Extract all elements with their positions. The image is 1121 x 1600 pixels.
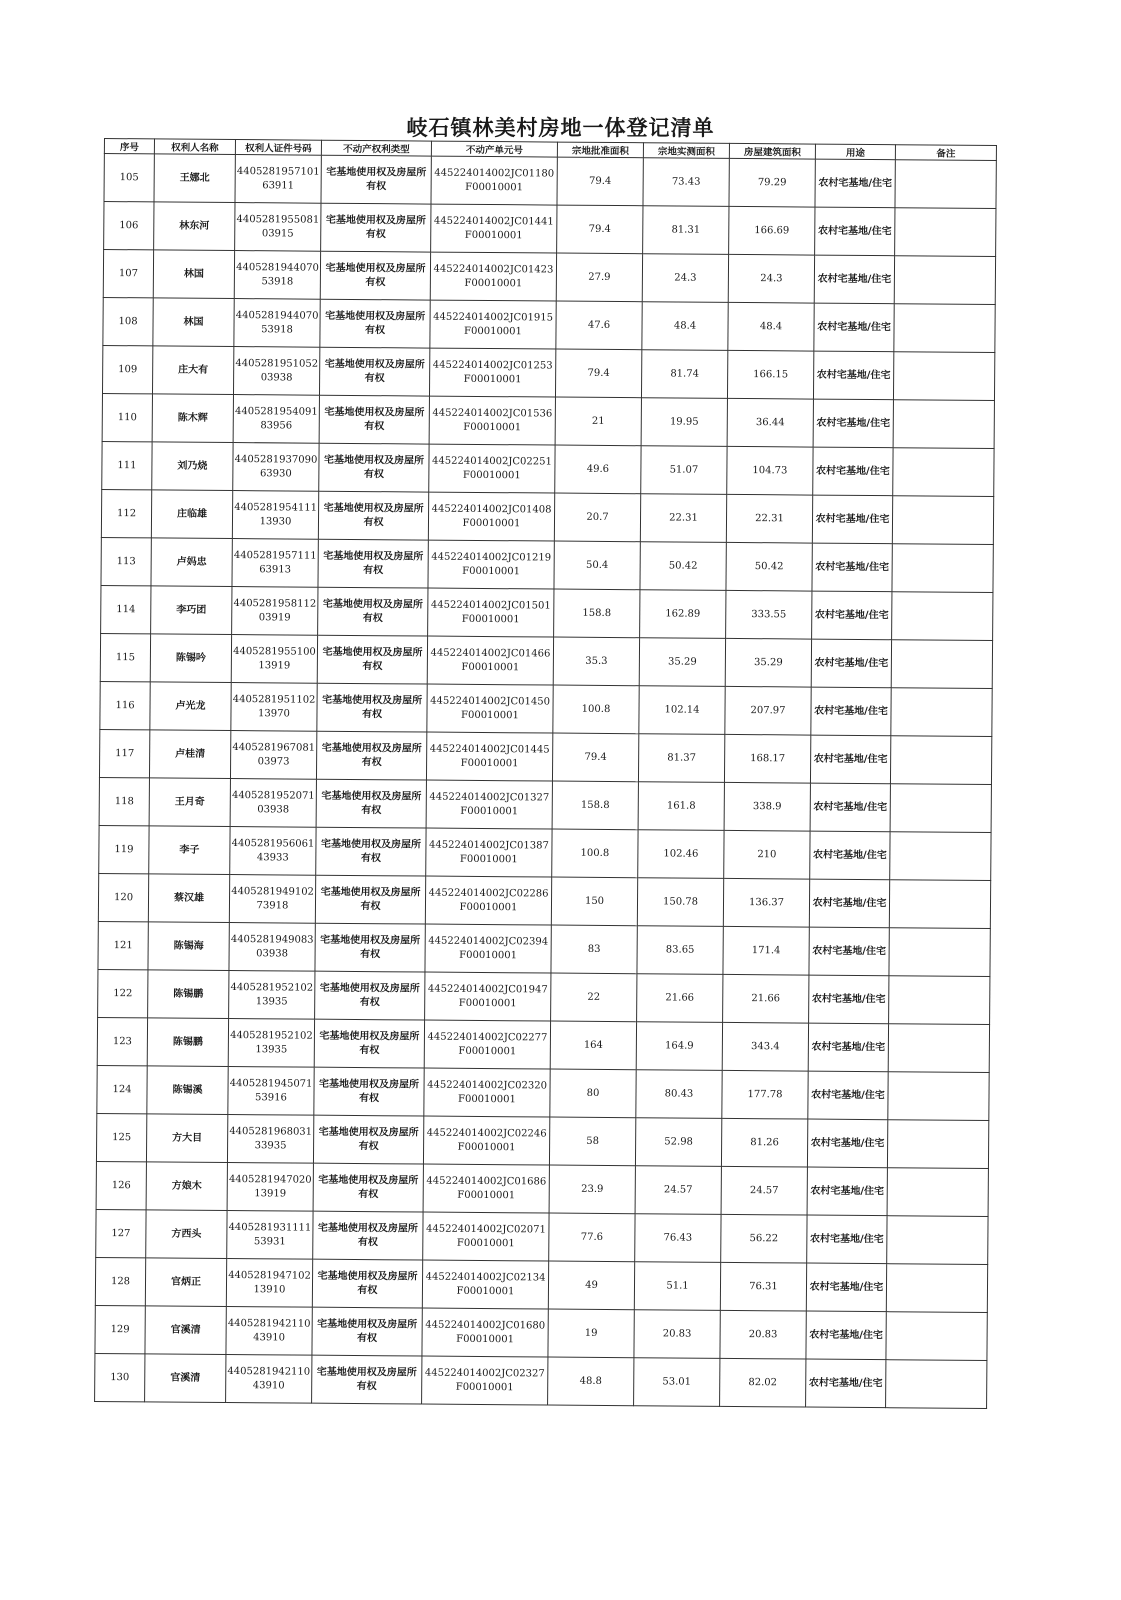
cell-seq: 111: [102, 441, 152, 489]
cell-use: 农村宅基地/住宅: [812, 591, 892, 640]
cell-right-type: 宅基地使用权及房屋所有权: [314, 1067, 424, 1116]
cell-approved-area: 21: [555, 397, 641, 446]
cell-unit-number: 445224014002JC01450F00010001: [427, 684, 553, 733]
cell-use: 农村宅基地/住宅: [812, 543, 892, 592]
cell-seq: 112: [101, 489, 151, 537]
cell-name: 卢桂清: [149, 730, 230, 779]
cell-name: 官溪清: [145, 1306, 226, 1355]
table-row: [96, 1113, 988, 1168]
cell-approved-area: 164: [550, 1021, 636, 1070]
cell-measured-area: 51.1: [634, 1262, 720, 1311]
cell-unit-number: 445224014002JC02286F00010001: [425, 876, 551, 925]
cell-right-type: 宅基地使用权及房屋所有权: [321, 203, 431, 252]
cell-use: 农村宅基地/住宅: [806, 1311, 886, 1360]
cell-measured-area: 21.66: [637, 974, 723, 1023]
table-row: [95, 1305, 987, 1360]
cell-name: 王月奇: [149, 778, 230, 827]
cell-building-area: 81.26: [721, 1118, 807, 1167]
cell-seq: 124: [97, 1065, 147, 1113]
cell-id-number: 440528195606143933: [230, 827, 316, 876]
cell-id-number: 440528195105203938: [233, 347, 319, 396]
cell-seq: 118: [99, 777, 149, 825]
cell-use: 农村宅基地/住宅: [808, 1071, 888, 1120]
cell-remark: [895, 208, 996, 257]
cell-remark: [893, 400, 994, 449]
cell-building-area: 136.37: [723, 878, 809, 927]
cell-id-number: 440528194407053918: [234, 299, 320, 348]
cell-approved-area: 49.6: [555, 445, 641, 494]
header-seq: 序号: [104, 139, 154, 154]
cell-measured-area: 20.83: [634, 1310, 720, 1359]
cell-remark: [888, 1024, 989, 1073]
cell-use: 农村宅基地/住宅: [806, 1359, 886, 1408]
cell-approved-area: 58: [549, 1117, 635, 1166]
cell-use: 农村宅基地/住宅: [814, 255, 894, 304]
cell-building-area: 177.78: [722, 1070, 808, 1119]
cell-remark: [886, 1312, 987, 1361]
cell-remark: [893, 352, 994, 401]
cell-remark: [891, 640, 992, 689]
cell-seq: 125: [96, 1113, 146, 1161]
table-row: [103, 250, 995, 305]
cell-measured-area: 80.43: [636, 1070, 722, 1119]
cell-remark: [888, 1072, 989, 1121]
cell-use: 农村宅基地/住宅: [812, 495, 892, 544]
cell-measured-area: 150.78: [637, 878, 723, 927]
cell-remark: [886, 1360, 987, 1409]
cell-unit-number: 445224014002JC02394F00010001: [425, 924, 551, 973]
cell-right-type: 宅基地使用权及房屋所有权: [318, 491, 428, 540]
cell-id-number: 440528194211043910: [226, 1354, 312, 1403]
cell-measured-area: 164.9: [636, 1022, 722, 1071]
cell-name: 李子: [149, 826, 230, 875]
cell-seq: 109: [102, 345, 152, 393]
cell-unit-number: 445224014002JC02134F00010001: [422, 1260, 548, 1309]
cell-id-number: 440528195110213970: [231, 683, 317, 732]
cell-unit-number: 445224014002JC01253F00010001: [429, 348, 555, 397]
cell-unit-number: 445224014002JC02327F00010001: [422, 1356, 548, 1405]
cell-measured-area: 19.95: [641, 398, 727, 447]
cell-name: 方娘木: [146, 1162, 227, 1211]
cell-unit-number: 445224014002JC02277F00010001: [424, 1020, 550, 1069]
header-unit-number: 不动产单元号: [431, 141, 557, 157]
cell-remark: [891, 688, 992, 737]
cell-right-type: 宅基地使用权及房屋所有权: [312, 1307, 422, 1356]
cell-approved-area: 77.6: [549, 1213, 635, 1262]
cell-unit-number: 445224014002JC01327F00010001: [426, 780, 552, 829]
cell-right-type: 宅基地使用权及房屋所有权: [318, 539, 428, 588]
cell-remark: [890, 832, 991, 881]
cell-unit-number: 445224014002JC02071F00010001: [423, 1212, 549, 1261]
cell-id-number: 440528193709063930: [233, 443, 319, 492]
table-row: [95, 1257, 987, 1312]
table-row: [99, 825, 991, 880]
cell-unit-number: 445224014002JC01915F00010001: [430, 300, 556, 349]
cell-right-type: 宅基地使用权及房屋所有权: [319, 395, 429, 444]
cell-unit-number: 445224014002JC01219F00010001: [428, 540, 554, 589]
cell-use: 农村宅基地/住宅: [813, 399, 893, 448]
cell-id-number: 440528195411113930: [232, 491, 318, 540]
cell-unit-number: 445224014002JC01423F00010001: [430, 252, 556, 301]
table-row: [99, 777, 991, 832]
header-building-area: 房屋建筑面积: [729, 143, 815, 159]
header-measured-area: 宗地实测面积: [643, 143, 729, 159]
cell-use: 农村宅基地/住宅: [815, 159, 895, 208]
cell-right-type: 宅基地使用权及房屋所有权: [314, 1019, 424, 1068]
cell-measured-area: 76.43: [635, 1214, 721, 1263]
cell-building-area: 207.97: [725, 686, 811, 735]
cell-approved-area: 20.7: [554, 493, 640, 542]
cell-remark: [893, 448, 994, 497]
cell-approved-area: 79.4: [555, 349, 641, 398]
cell-approved-area: 100.8: [553, 685, 639, 734]
cell-name: 卢光龙: [150, 682, 231, 731]
cell-seq: 119: [99, 825, 149, 873]
cell-remark: [889, 880, 990, 929]
cell-name: 王娜北: [154, 154, 235, 203]
cell-measured-area: 73.43: [643, 158, 729, 207]
registration-table: [94, 138, 997, 1409]
cell-name: 李巧团: [151, 586, 232, 635]
cell-building-area: 79.29: [729, 158, 815, 207]
cell-use: 农村宅基地/住宅: [813, 447, 893, 496]
cell-name: 庄临雄: [151, 490, 232, 539]
cell-approved-area: 83: [551, 925, 637, 974]
cell-approved-area: 158.8: [552, 781, 638, 830]
table-row: [102, 393, 994, 448]
table-row: [96, 1161, 988, 1216]
cell-unit-number: 445224014002JC01445F00010001: [426, 732, 552, 781]
header-right-type: 不动产权利类型: [321, 140, 431, 156]
cell-right-type: 宅基地使用权及房屋所有权: [312, 1355, 422, 1404]
cell-id-number: 440528195210213935: [228, 1019, 314, 1068]
cell-right-type: 宅基地使用权及房屋所有权: [319, 443, 429, 492]
cell-right-type: 宅基地使用权及房屋所有权: [315, 971, 425, 1020]
cell-name: 官溪清: [145, 1354, 226, 1403]
cell-name: 庄大有: [152, 346, 233, 395]
cell-building-area: 48.4: [728, 302, 814, 351]
cell-right-type: 宅基地使用权及房屋所有权: [319, 347, 429, 396]
cell-measured-area: 162.89: [640, 590, 726, 639]
cell-right-type: 宅基地使用权及房屋所有权: [316, 731, 426, 780]
table-row: [103, 297, 995, 352]
cell-remark: [894, 256, 995, 305]
cell-remark: [890, 784, 991, 833]
cell-remark: [887, 1120, 988, 1169]
header-use: 用途: [815, 144, 895, 160]
cell-approved-area: 80: [550, 1069, 636, 1118]
cell-use: 农村宅基地/住宅: [809, 879, 889, 928]
cell-name: 林国: [153, 298, 234, 347]
cell-use: 农村宅基地/住宅: [809, 975, 889, 1024]
cell-seq: 126: [96, 1161, 146, 1209]
table-row: [102, 345, 994, 400]
cell-measured-area: 102.46: [638, 830, 724, 879]
cell-unit-number: 445224014002JC01501F00010001: [428, 588, 554, 637]
cell-name: 方大目: [146, 1114, 227, 1163]
cell-id-number: 440528195210213935: [229, 971, 315, 1020]
cell-name: 陈锡鹏: [148, 970, 229, 1019]
table-row: [101, 489, 993, 544]
cell-seq: 130: [95, 1353, 145, 1401]
cell-use: 农村宅基地/住宅: [810, 831, 890, 880]
cell-measured-area: 102.14: [639, 686, 725, 735]
cell-building-area: 24.57: [721, 1166, 807, 1215]
cell-use: 农村宅基地/住宅: [809, 927, 889, 976]
cell-unit-number: 445224014002JC01387F00010001: [426, 828, 552, 877]
cell-approved-area: 79.4: [557, 157, 643, 206]
cell-id-number: 440528195510013919: [231, 635, 317, 684]
cell-approved-area: 49: [548, 1261, 634, 1310]
cell-name: 方西头: [146, 1210, 227, 1259]
cell-seq: 108: [103, 297, 153, 345]
table-row: [102, 441, 994, 496]
cell-seq: 115: [100, 633, 150, 681]
cell-approved-area: 79.4: [552, 733, 638, 782]
cell-remark: [892, 592, 993, 641]
cell-name: 陈锡海: [148, 922, 229, 971]
cell-building-area: 166.69: [729, 206, 815, 255]
cell-building-area: 168.17: [724, 734, 810, 783]
cell-approved-area: 100.8: [552, 829, 638, 878]
cell-id-number: 440528194702013919: [227, 1163, 313, 1212]
table-row: [101, 585, 993, 640]
cell-measured-area: 52.98: [635, 1118, 721, 1167]
cell-remark: [892, 544, 993, 593]
cell-name: 刘乃烧: [152, 442, 233, 491]
cell-remark: [887, 1168, 988, 1217]
cell-building-area: 171.4: [723, 926, 809, 975]
table-row: [104, 154, 996, 209]
cell-id-number: 440528194710213910: [226, 1258, 312, 1307]
cell-measured-area: 81.37: [638, 734, 724, 783]
cell-right-type: 宅基地使用权及房屋所有权: [321, 155, 431, 204]
table-row: [96, 1209, 988, 1264]
cell-id-number: 440528195409183956: [233, 395, 319, 444]
cell-building-area: 82.02: [720, 1358, 806, 1407]
cell-approved-area: 79.4: [557, 205, 643, 254]
cell-use: 农村宅基地/住宅: [811, 639, 891, 688]
cell-remark: [892, 496, 993, 545]
cell-approved-area: 27.9: [556, 253, 642, 302]
cell-remark: [889, 976, 990, 1025]
cell-id-number: 440528195207103938: [230, 779, 316, 828]
page-title: 岐石镇林美村房地一体登记清单: [406, 116, 715, 140]
cell-name: 蔡汉雄: [148, 874, 229, 923]
cell-right-type: 宅基地使用权及房屋所有权: [317, 683, 427, 732]
cell-building-area: 338.9: [724, 782, 810, 831]
cell-unit-number: 445224014002JC01686F00010001: [423, 1164, 549, 1213]
cell-use: 农村宅基地/住宅: [808, 1023, 888, 1072]
table-row: [98, 921, 990, 976]
table-row: [98, 873, 990, 928]
cell-measured-area: 81.31: [643, 206, 729, 255]
cell-use: 农村宅基地/住宅: [807, 1215, 887, 1264]
cell-remark: [890, 736, 991, 785]
cell-measured-area: 53.01: [634, 1358, 720, 1407]
cell-seq: 127: [96, 1209, 146, 1257]
cell-seq: 107: [103, 250, 153, 298]
cell-measured-area: 22.31: [640, 494, 726, 543]
cell-approved-area: 23.9: [549, 1165, 635, 1214]
cell-right-type: 宅基地使用权及房屋所有权: [313, 1211, 423, 1260]
table-row: [98, 969, 990, 1024]
cell-seq: 121: [98, 921, 148, 969]
header-name: 权利人名称: [154, 139, 235, 155]
cell-unit-number: 445224014002JC02251F00010001: [429, 444, 555, 493]
cell-use: 农村宅基地/住宅: [807, 1167, 887, 1216]
cell-unit-number: 445224014002JC01680F00010001: [422, 1308, 548, 1357]
cell-id-number: 440528194910273918: [229, 875, 315, 924]
table-row: [101, 537, 993, 592]
cell-remark: [887, 1216, 988, 1265]
cell-unit-number: 445224014002JC02320F00010001: [424, 1068, 550, 1117]
cell-seq: 116: [100, 681, 150, 729]
cell-remark: [889, 928, 990, 977]
cell-id-number: 440528195710163911: [235, 155, 321, 204]
table-row: [99, 729, 991, 784]
cell-id-number: 440528196708103973: [230, 731, 316, 780]
cell-name: 陈锡鹏: [147, 1018, 228, 1067]
cell-right-type: 宅基地使用权及房屋所有权: [313, 1163, 423, 1212]
cell-measured-area: 24.3: [642, 254, 728, 303]
cell-unit-number: 445224014002JC01947F00010001: [425, 972, 551, 1021]
cell-right-type: 宅基地使用权及房屋所有权: [316, 827, 426, 876]
cell-id-number: 440528195711163913: [232, 539, 318, 588]
cell-name: 官炳正: [145, 1258, 226, 1307]
table-row: [100, 633, 992, 688]
header-remark: 备注: [895, 145, 996, 161]
cell-use: 农村宅基地/住宅: [815, 207, 895, 256]
cell-right-type: 宅基地使用权及房屋所有权: [316, 779, 426, 828]
cell-building-area: 76.31: [720, 1262, 806, 1311]
cell-approved-area: 22: [551, 973, 637, 1022]
table-row: [95, 1353, 987, 1408]
cell-use: 农村宅基地/住宅: [807, 1119, 887, 1168]
cell-approved-area: 150: [551, 877, 637, 926]
cell-seq: 117: [99, 729, 149, 777]
cell-measured-area: 35.29: [639, 638, 725, 687]
cell-seq: 120: [98, 873, 148, 921]
cell-unit-number: 445224014002JC01408F00010001: [428, 492, 554, 541]
cell-building-area: 50.42: [726, 542, 812, 591]
cell-approved-area: 47.6: [556, 301, 642, 350]
cell-building-area: 210: [724, 830, 810, 879]
cell-seq: 114: [101, 585, 151, 633]
cell-right-type: 宅基地使用权及房屋所有权: [312, 1259, 422, 1308]
cell-measured-area: 24.57: [635, 1166, 721, 1215]
cell-unit-number: 445224014002JC01536F00010001: [429, 396, 555, 445]
cell-building-area: 24.3: [728, 254, 814, 303]
cell-approved-area: 50.4: [554, 541, 640, 590]
cell-seq: 128: [95, 1257, 145, 1305]
table-row: [97, 1017, 989, 1072]
cell-right-type: 宅基地使用权及房屋所有权: [315, 923, 425, 972]
cell-building-area: 22.31: [726, 494, 812, 543]
cell-id-number: 440528194211043910: [226, 1306, 312, 1355]
cell-seq: 129: [95, 1305, 145, 1353]
cell-remark: [895, 160, 996, 209]
cell-seq: 106: [104, 202, 154, 250]
cell-measured-area: 51.07: [641, 446, 727, 495]
cell-use: 农村宅基地/住宅: [810, 735, 890, 784]
cell-measured-area: 161.8: [638, 782, 724, 831]
cell-use: 农村宅基地/住宅: [813, 351, 893, 400]
cell-id-number: 440528194507153916: [228, 1067, 314, 1116]
cell-approved-area: 19: [548, 1309, 634, 1358]
cell-right-type: 宅基地使用权及房屋所有权: [318, 587, 428, 636]
cell-seq: 110: [102, 393, 152, 441]
cell-use: 农村宅基地/住宅: [810, 783, 890, 832]
cell-seq: 105: [104, 154, 154, 202]
cell-use: 农村宅基地/住宅: [811, 687, 891, 736]
cell-name: 陈锡吟: [150, 634, 231, 683]
cell-measured-area: 50.42: [640, 542, 726, 591]
cell-right-type: 宅基地使用权及房屋所有权: [320, 299, 430, 348]
cell-name: 林东河: [154, 202, 235, 251]
cell-use: 农村宅基地/住宅: [814, 303, 894, 352]
cell-approved-area: 48.8: [548, 1357, 634, 1406]
cell-approved-area: 158.8: [554, 589, 640, 638]
cell-name: 陈锡溪: [147, 1066, 228, 1115]
cell-remark: [894, 304, 995, 353]
cell-right-type: 宅基地使用权及房屋所有权: [315, 875, 425, 924]
cell-id-number: 440528196803133935: [227, 1115, 313, 1164]
cell-measured-area: 48.4: [642, 302, 728, 351]
cell-building-area: 56.22: [721, 1214, 807, 1263]
cell-right-type: 宅基地使用权及房屋所有权: [313, 1115, 423, 1164]
cell-unit-number: 445224014002JC01441F00010001: [431, 204, 557, 253]
cell-unit-number: 445224014002JC02246F00010001: [423, 1116, 549, 1165]
cell-seq: 113: [101, 537, 151, 585]
cell-unit-number: 445224014002JC01466F00010001: [427, 636, 553, 685]
cell-measured-area: 83.65: [637, 926, 723, 975]
cell-id-number: 440528195811203919: [232, 587, 318, 636]
table-row: [97, 1065, 989, 1120]
cell-building-area: 343.4: [722, 1022, 808, 1071]
header-id-number: 权利人证件号码: [235, 140, 321, 156]
cell-use: 农村宅基地/住宅: [806, 1263, 886, 1312]
cell-id-number: 440528194908303938: [229, 923, 315, 972]
cell-building-area: 35.29: [725, 638, 811, 687]
cell-seq: 123: [97, 1017, 147, 1065]
cell-building-area: 333.55: [726, 590, 812, 639]
cell-right-type: 宅基地使用权及房屋所有权: [320, 251, 430, 300]
cell-approved-area: 35.3: [553, 637, 639, 686]
cell-measured-area: 81.74: [641, 350, 727, 399]
cell-building-area: 104.73: [727, 446, 813, 495]
table-row: [100, 681, 992, 736]
cell-name: 陈木辉: [152, 394, 233, 443]
table-row: [104, 202, 996, 257]
cell-building-area: 166.15: [727, 350, 813, 399]
cell-building-area: 20.83: [720, 1310, 806, 1359]
cell-seq: 122: [98, 969, 148, 1017]
cell-unit-number: 445224014002JC01180F00010001: [431, 156, 557, 205]
cell-name: 卢妈忠: [151, 538, 232, 587]
cell-right-type: 宅基地使用权及房屋所有权: [317, 635, 427, 684]
cell-building-area: 21.66: [723, 974, 809, 1023]
cell-id-number: 440528194407053918: [234, 251, 320, 300]
cell-id-number: 440528193111153931: [227, 1210, 313, 1259]
cell-name: 林国: [153, 250, 234, 299]
cell-building-area: 36.44: [727, 398, 813, 447]
cell-id-number: 440528195508103915: [235, 203, 321, 252]
cell-remark: [886, 1264, 987, 1313]
header-approved-area: 宗地批准面积: [557, 142, 643, 158]
